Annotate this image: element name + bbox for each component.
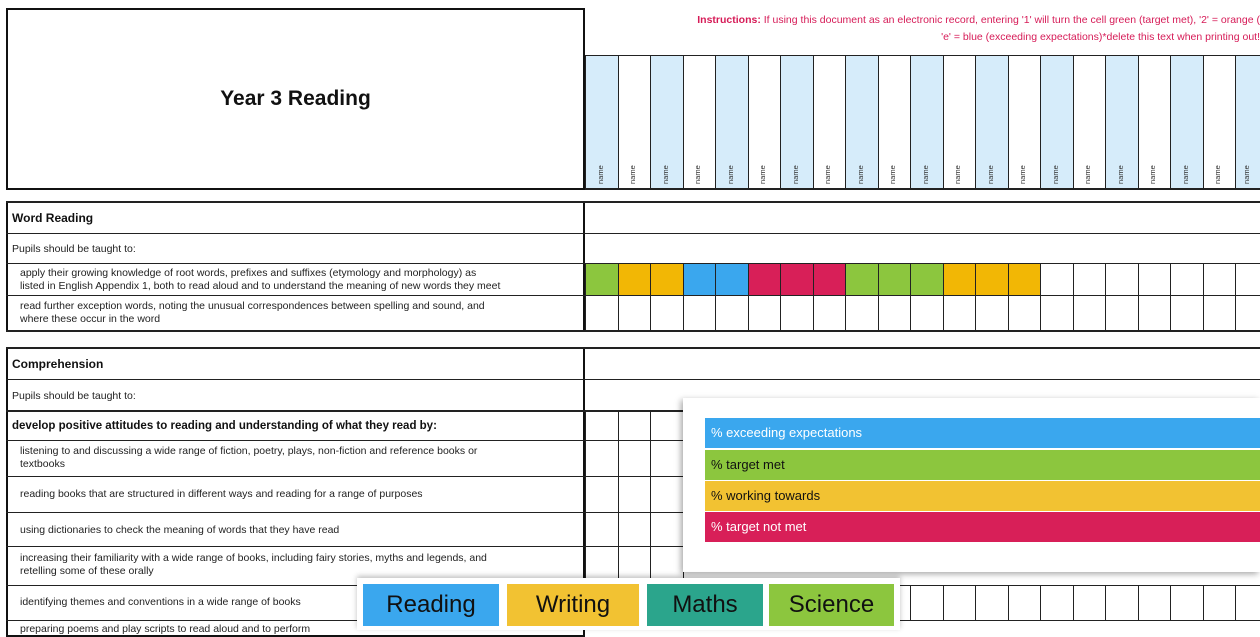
name-column-label: name xyxy=(628,165,638,184)
page-title: Year 3 Reading xyxy=(220,87,371,110)
assessment-cell[interactable] xyxy=(618,477,651,512)
name-column-header[interactable] xyxy=(683,56,716,188)
comprehension-row-5[interactable]: identifying themes and conventions in a wide range of books xyxy=(20,596,301,608)
name-column-header[interactable] xyxy=(1105,56,1138,188)
name-column-header[interactable] xyxy=(1235,56,1260,188)
tab-science[interactable]: Science xyxy=(769,584,894,626)
comprehension-row-4[interactable]: increasing their familiarity with a wide range of books, including fairy stories, myths and legends, and retelling some of these orally xyxy=(20,552,487,577)
assessment-cell[interactable] xyxy=(585,477,618,512)
assessment-cell[interactable] xyxy=(618,441,651,476)
assessment-cell[interactable] xyxy=(1138,296,1171,330)
assessment-cell[interactable] xyxy=(650,477,683,512)
assessment-cell[interactable] xyxy=(1105,586,1138,620)
assessment-cell[interactable] xyxy=(1008,586,1041,620)
assessment-cell[interactable] xyxy=(585,264,618,295)
tab-maths[interactable]: Maths xyxy=(647,584,763,626)
name-column-header[interactable] xyxy=(780,56,813,188)
name-column-header[interactable] xyxy=(975,56,1008,188)
legend-target-not-met: % target not met xyxy=(705,512,1260,542)
name-column-header[interactable] xyxy=(1040,56,1073,188)
legend-panel xyxy=(683,398,1260,572)
legend-target-met: % target met xyxy=(705,450,1260,480)
assessment-cell[interactable] xyxy=(1170,264,1203,295)
comprehension-bold-row[interactable]: develop positive attitudes to reading and understanding of what they read by: xyxy=(12,420,437,432)
name-column-header[interactable] xyxy=(1008,56,1041,188)
assessment-cell[interactable] xyxy=(780,296,813,330)
assessment-cell[interactable] xyxy=(975,296,1008,330)
assessment-cell[interactable] xyxy=(1008,264,1041,295)
assessment-cell[interactable] xyxy=(1073,296,1106,330)
assessment-cell[interactable] xyxy=(1235,264,1260,295)
name-column-label: name xyxy=(920,165,930,184)
legend-exceeding-expectations: % exceeding expectations xyxy=(705,418,1260,448)
assessment-cell[interactable] xyxy=(650,441,683,476)
tab-reading[interactable]: Reading xyxy=(363,584,499,626)
name-column-header[interactable] xyxy=(910,56,943,188)
name-column-header[interactable] xyxy=(618,56,651,188)
assessment-cell[interactable] xyxy=(813,264,846,295)
name-column-header[interactable] xyxy=(878,56,911,188)
assessment-cell[interactable] xyxy=(975,586,1008,620)
assessment-cell[interactable] xyxy=(715,296,748,330)
name-column-header[interactable] xyxy=(748,56,781,188)
assessment-cell[interactable] xyxy=(1235,586,1260,620)
assessment-cell[interactable] xyxy=(618,513,651,546)
assessment-cell[interactable] xyxy=(683,264,716,295)
comprehension-row-2[interactable]: reading books that are structured in different ways and reading for a range of purposes xyxy=(20,488,423,500)
subject-tabs xyxy=(357,578,900,630)
name-column-header[interactable] xyxy=(585,56,618,188)
comprehension-row-6[interactable]: preparing poems and play scripts to read aloud and to perform xyxy=(20,623,311,635)
assessment-cell[interactable] xyxy=(748,264,781,295)
instructions-text xyxy=(592,12,1260,52)
assessment-cell[interactable] xyxy=(748,296,781,330)
name-column-label: name xyxy=(1148,165,1158,184)
word-reading-row-1[interactable]: apply their growing knowledge of root words, prefixes and suffixes (etymology and morphology) as listed in English Appendix 1, both to read aloud and to understand the meaning of new words they meet xyxy=(20,267,501,292)
name-column-header[interactable] xyxy=(845,56,878,188)
assessment-cell[interactable] xyxy=(1073,264,1106,295)
name-column-header[interactable] xyxy=(650,56,683,188)
assessment-cell[interactable] xyxy=(943,296,976,330)
instructions-bold: Instructions: xyxy=(697,14,761,26)
name-column-header[interactable] xyxy=(813,56,846,188)
instructions-line2: 'e' = blue (exceeding expectations)*delete this text when printing out! xyxy=(941,31,1260,43)
assessment-cell[interactable] xyxy=(618,296,651,330)
assessment-cell[interactable] xyxy=(1235,296,1260,330)
name-column-label: name xyxy=(725,165,735,184)
name-column-label: name xyxy=(693,165,703,184)
assessment-cell[interactable] xyxy=(845,296,878,330)
name-column-label: name xyxy=(595,165,605,184)
assessment-cell[interactable] xyxy=(1138,264,1171,295)
name-column-label: name xyxy=(758,165,768,184)
name-column-label: name xyxy=(1115,165,1125,184)
assessment-cell[interactable] xyxy=(650,296,683,330)
name-column-label: name xyxy=(660,165,670,184)
assessment-cell[interactable] xyxy=(910,264,943,295)
tab-writing[interactable]: Writing xyxy=(507,584,639,626)
comprehension-row-3[interactable]: using dictionaries to check the meaning of words that they have read xyxy=(20,524,340,536)
name-column-header[interactable] xyxy=(943,56,976,188)
name-column-label: name xyxy=(985,165,995,184)
name-column-label: name xyxy=(1083,165,1093,184)
assessment-cell[interactable] xyxy=(845,264,878,295)
assessment-cell[interactable] xyxy=(585,441,618,476)
assessment-cell[interactable] xyxy=(683,296,716,330)
assessment-cell[interactable] xyxy=(715,264,748,295)
assessment-cell[interactable] xyxy=(1138,586,1171,620)
name-column-header[interactable] xyxy=(1138,56,1171,188)
legend-working-towards: % working towards xyxy=(705,481,1260,511)
name-column-header[interactable] xyxy=(1073,56,1106,188)
comprehension-row-1[interactable]: listening to and discussing a wide range of fiction, poetry, plays, non-fiction and reference books or textbooks xyxy=(20,445,478,470)
name-column-label: name xyxy=(888,165,898,184)
assessment-cell[interactable] xyxy=(1040,296,1073,330)
assessment-cell[interactable] xyxy=(650,513,683,546)
comprehension-subheading: Pupils should be taught to: xyxy=(12,390,136,402)
assessment-cell[interactable] xyxy=(650,412,683,440)
instructions-line1: If using this document as an electronic record, entering '1' will turn the cell green (target met), '2' = orange ( xyxy=(760,14,1260,26)
name-column-header[interactable] xyxy=(1203,56,1236,188)
assessment-cell[interactable] xyxy=(650,264,683,295)
assessment-cell[interactable] xyxy=(780,264,813,295)
title-cell[interactable] xyxy=(6,8,585,190)
name-column-label: name xyxy=(1242,165,1251,184)
assessment-cell[interactable] xyxy=(1073,586,1106,620)
name-column-label: name xyxy=(823,165,833,184)
word-reading-subheading: Pupils should be taught to: xyxy=(12,243,136,255)
name-column-label: name xyxy=(1050,165,1060,184)
assessment-cell[interactable] xyxy=(1008,296,1041,330)
assessment-cell[interactable] xyxy=(1170,296,1203,330)
assessment-cell[interactable] xyxy=(878,296,911,330)
assessment-cell[interactable] xyxy=(1203,264,1236,295)
assessment-cell[interactable] xyxy=(1203,586,1236,620)
name-column-header[interactable] xyxy=(715,56,748,188)
assessment-cell[interactable] xyxy=(910,586,943,620)
name-column-header[interactable] xyxy=(1170,56,1203,188)
assessment-cell[interactable] xyxy=(975,264,1008,295)
name-column-label: name xyxy=(953,165,963,184)
assessment-cell[interactable] xyxy=(910,296,943,330)
assessment-cell[interactable] xyxy=(1105,296,1138,330)
assessment-cell[interactable] xyxy=(813,296,846,330)
assessment-cell[interactable] xyxy=(585,296,618,330)
name-column-label: name xyxy=(1213,165,1223,184)
assessment-cell[interactable] xyxy=(1203,296,1236,330)
assessment-cell[interactable] xyxy=(878,264,911,295)
name-column-label: name xyxy=(855,165,865,184)
assessment-cell[interactable] xyxy=(1170,586,1203,620)
assessment-cell[interactable] xyxy=(585,412,618,440)
assessment-cell[interactable] xyxy=(618,264,651,295)
assessment-cell[interactable] xyxy=(1040,586,1073,620)
word-reading-heading: Word Reading xyxy=(12,211,94,225)
assessment-cell[interactable] xyxy=(943,264,976,295)
comprehension-heading: Comprehension xyxy=(12,357,104,371)
name-column-label: name xyxy=(790,165,800,184)
assessment-cell[interactable] xyxy=(1105,264,1138,295)
name-column-label: name xyxy=(1018,165,1028,184)
name-column-label: name xyxy=(1180,165,1190,184)
assessment-cell[interactable] xyxy=(943,586,976,620)
assessment-cell[interactable] xyxy=(618,412,651,440)
assessment-cell[interactable] xyxy=(585,513,618,546)
assessment-cell[interactable] xyxy=(1040,264,1073,295)
word-reading-row-2[interactable]: read further exception words, noting the unusual correspondences between spelling and sound, and where these occur in the word xyxy=(20,300,485,325)
